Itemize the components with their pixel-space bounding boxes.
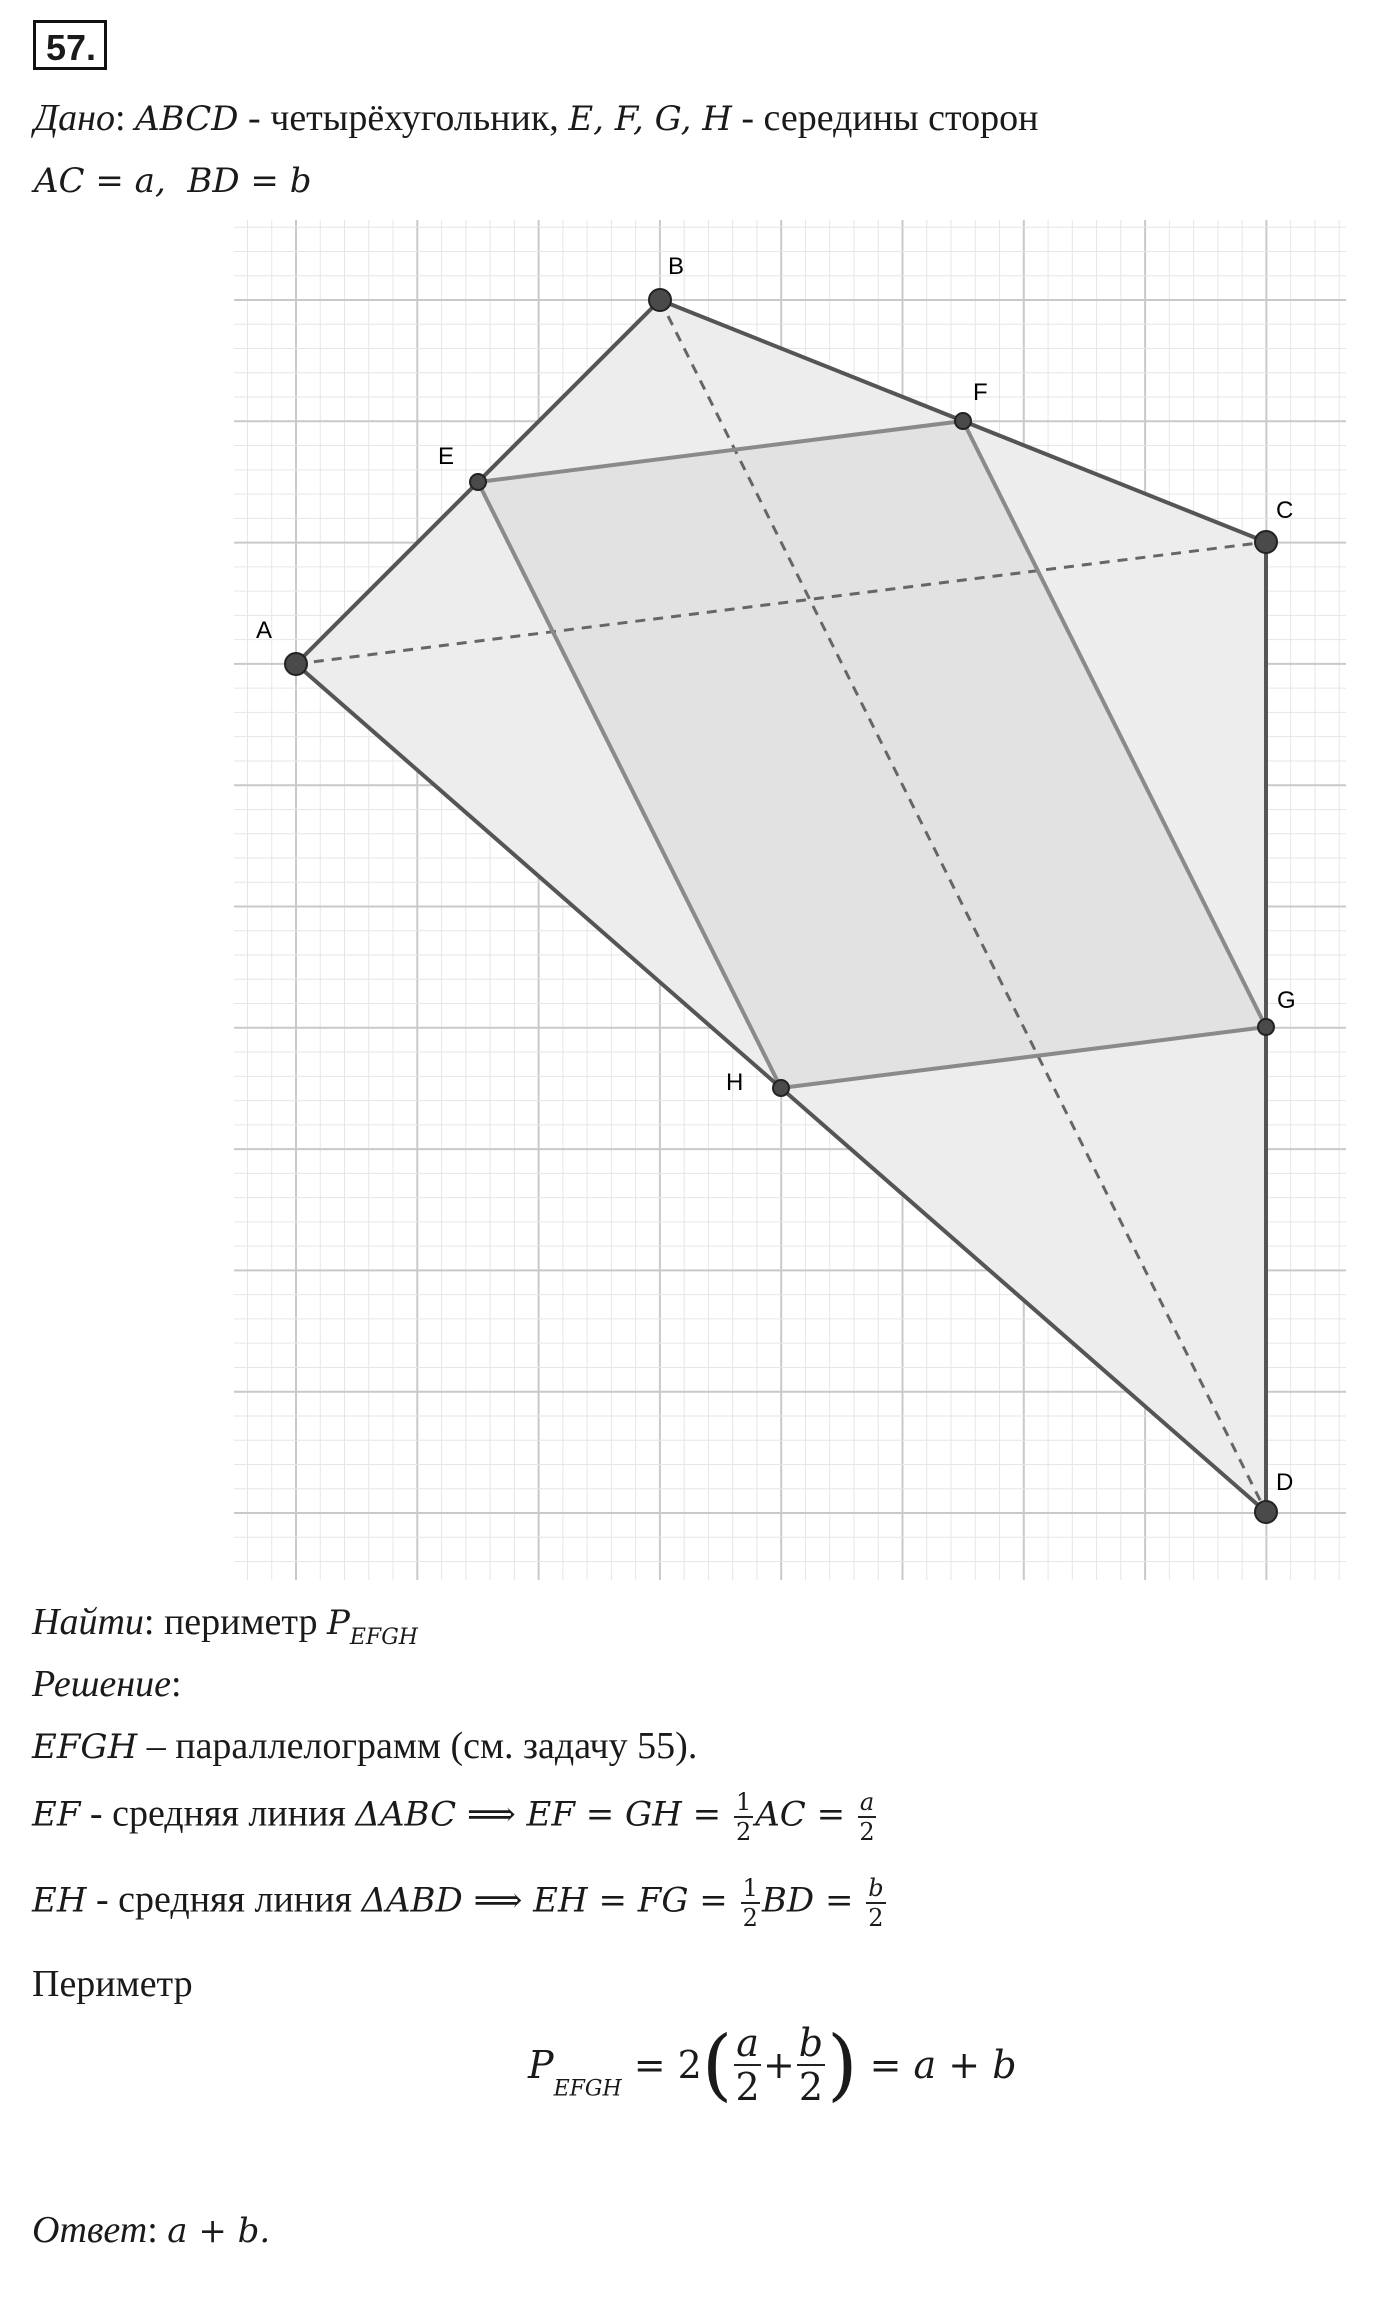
point-a xyxy=(285,653,307,675)
label-f: F xyxy=(973,379,988,406)
segment-eh: EH xyxy=(32,1880,87,1921)
formula-a-numerator: a xyxy=(736,2021,759,2065)
formula-b-denominator: 2 xyxy=(798,2065,824,2109)
formula-b-fraction xyxy=(797,2021,825,2109)
answer-value: a + b. xyxy=(167,2211,271,2251)
find-line: Найти: периметр $P_{EFGH}$ xyxy=(32,1601,418,1650)
label-b: B xyxy=(668,253,685,280)
given-quad: ABCD xyxy=(135,99,239,139)
half-numerator: 1 xyxy=(735,1788,752,1816)
point-d xyxy=(1255,1501,1277,1523)
label-g: G xyxy=(1277,987,1296,1014)
find-symbol: P xyxy=(326,1603,350,1643)
find-subscript: EFGH xyxy=(349,1625,418,1650)
given-dash-2: - xyxy=(731,97,764,139)
given-dash-1: - xyxy=(238,97,271,139)
given-line-1: Дано: ABCD - четырёхугольник, E, F, G, H - середины сторон xyxy=(34,97,1039,139)
solution-line-3-eq: ⟹ EH = FG = xyxy=(462,1880,739,1921)
find-text: периметр xyxy=(163,1601,327,1643)
label-a: A xyxy=(256,617,273,644)
a-half-numerator: a xyxy=(859,1788,875,1816)
label-h: H xyxy=(726,1069,744,1096)
given-midpoints: E, F, G, H xyxy=(568,99,732,139)
point-f xyxy=(955,413,971,429)
label-d: D xyxy=(1276,1469,1294,1496)
a-half-fraction xyxy=(858,1790,876,1844)
solution-line-1 xyxy=(32,1724,697,1769)
solution-line-3-seg: BD = xyxy=(761,1880,865,1921)
problem-number: 57. xyxy=(33,20,107,70)
a-half-denominator: 2 xyxy=(859,1818,875,1846)
formula-a-fraction xyxy=(734,2021,761,2109)
solution-label: Решение xyxy=(32,1663,171,1705)
half-fraction xyxy=(734,1790,753,1844)
label-e: E xyxy=(438,443,455,470)
given-lengths: AC = a, BD = b xyxy=(34,161,312,201)
point-c xyxy=(1255,531,1277,553)
formula-right-paren: ) xyxy=(827,2020,858,2110)
given-label: Дано xyxy=(34,97,116,139)
solution-line-1-text: – параллелограмм (см. задачу 55). xyxy=(137,1725,698,1767)
label-c: C xyxy=(1276,497,1294,524)
point-b xyxy=(649,289,671,311)
solution-line-3 xyxy=(32,1876,888,1930)
perimeter-word: Периметр xyxy=(32,1963,193,2005)
triangle-abc: ΔABC xyxy=(355,1794,457,1835)
formula-subscript: EFGH xyxy=(553,2076,622,2102)
formula-end: = a + b xyxy=(857,2043,1017,2087)
solution-line-2-text: - средняя линия xyxy=(80,1792,356,1835)
formula-p: P xyxy=(528,2043,554,2087)
solution-efgh: EFGH xyxy=(32,1727,138,1767)
half-denominator: 2 xyxy=(735,1818,752,1846)
given-text-1: четырёхугольник, xyxy=(270,97,569,139)
point-e xyxy=(470,474,486,490)
solution-line-3-text: - средняя линия xyxy=(86,1878,362,1921)
half-fraction-2 xyxy=(741,1876,760,1930)
given-text-2: середины сторон xyxy=(763,97,1039,139)
b-half-numerator: b xyxy=(868,1874,884,1902)
formula-plus: + xyxy=(762,2043,795,2087)
point-h xyxy=(773,1080,789,1096)
half-denominator-2: 2 xyxy=(742,1904,758,1932)
answer-label: Ответ xyxy=(32,2209,148,2251)
b-half-fraction xyxy=(866,1876,885,1930)
formula-b-numerator: b xyxy=(798,2021,824,2065)
solution-line-2 xyxy=(32,1790,878,1844)
solution-line-2-eq: ⟹ EF = GH = xyxy=(456,1794,732,1835)
triangle-abd: ΔABD xyxy=(361,1880,463,1921)
solution-line-2-seg: AC = xyxy=(755,1794,856,1835)
half-numerator-2: 1 xyxy=(742,1874,758,1902)
formula-a-denominator: 2 xyxy=(735,2065,760,2109)
segment-ef: EF xyxy=(32,1794,81,1835)
solution-heading: Решение: xyxy=(32,1663,182,1705)
point-g xyxy=(1258,1019,1274,1035)
find-label: Найти xyxy=(32,1601,144,1643)
formula-left-paren: ( xyxy=(701,2020,733,2110)
b-half-denominator: 2 xyxy=(868,1904,884,1932)
formula-mid: = 2 xyxy=(621,2043,702,2087)
answer-line: Ответ: a + b. xyxy=(32,2209,271,2251)
perimeter-formula xyxy=(528,2020,1017,2110)
